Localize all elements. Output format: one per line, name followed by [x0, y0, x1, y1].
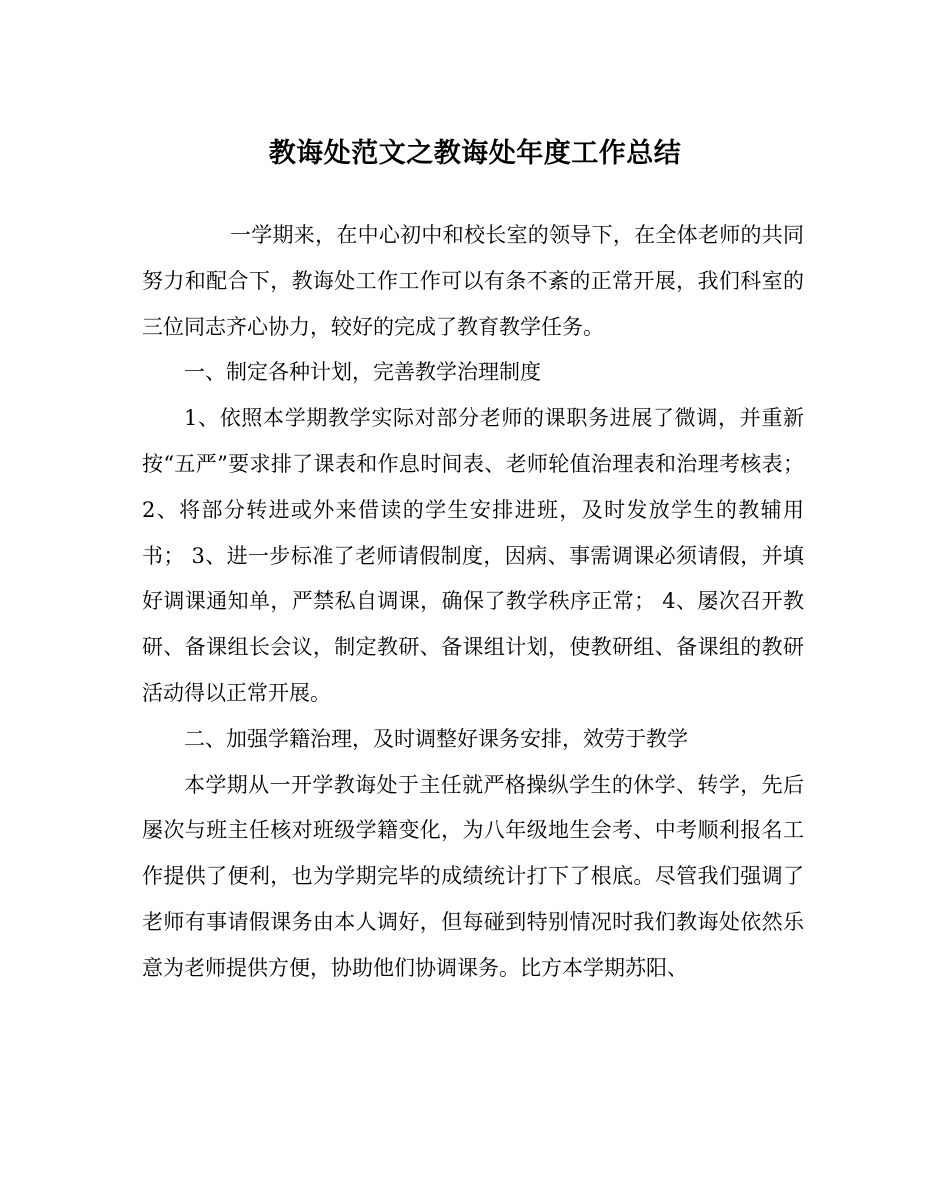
section-heading-1: 一、制定各种计划，完善教学治理制度 — [184, 360, 541, 385]
section-heading-2: 二、加强学籍治理，及时调整好课务安排，效劳于教学 — [184, 726, 688, 751]
document-body — [142, 213, 804, 992]
document-title: 教诲处范文之教诲处年度工作总结 — [268, 138, 682, 169]
paragraph-intro: 一学期来，在中心初中和校长室的领导下，在全体老师的共同努力和配合下，教诲处工作工作可以有条不紊的正常开展，我们科室的三位同志齐心协力，较好的完成了教育教学任务。 — [142, 223, 804, 339]
paragraph-section-2: 本学期从一开学教诲处于主任就严格操纵学生的休学、转学，先后屡次与班主任核对班级学籍变化，为八年级地生会考、中考顺利报名工作提供了便利，也为学期完毕的成绩统计打下了根底。尽管我们强调了老师有事请假课务由本人调好，但每碰到特别情况时我们教诲处依然乐意为老师提供方便，协助他们协调课务。比方本学期苏阳、 — [142, 772, 804, 980]
paragraph-section-1: 1、依照本学期教学实际对部分老师的课职务进展了微调，并重新按“五严”要求排了课表和作息时间表、老师轮值治理表和治理考核表； 2、将部分转进或外来借读的学生安排进班，及时发放学生的教辅用书； 3、进一步标准了老师请假制度，因病、事需调课必须请假，并填好调课通知单，严禁私自调课，确保了教学秩序正常； 4、屡次召开教研、备课组长会议，制定教研、备课组计划，使教研组、备课组的教研活动得以正常开展。 — [142, 406, 804, 705]
